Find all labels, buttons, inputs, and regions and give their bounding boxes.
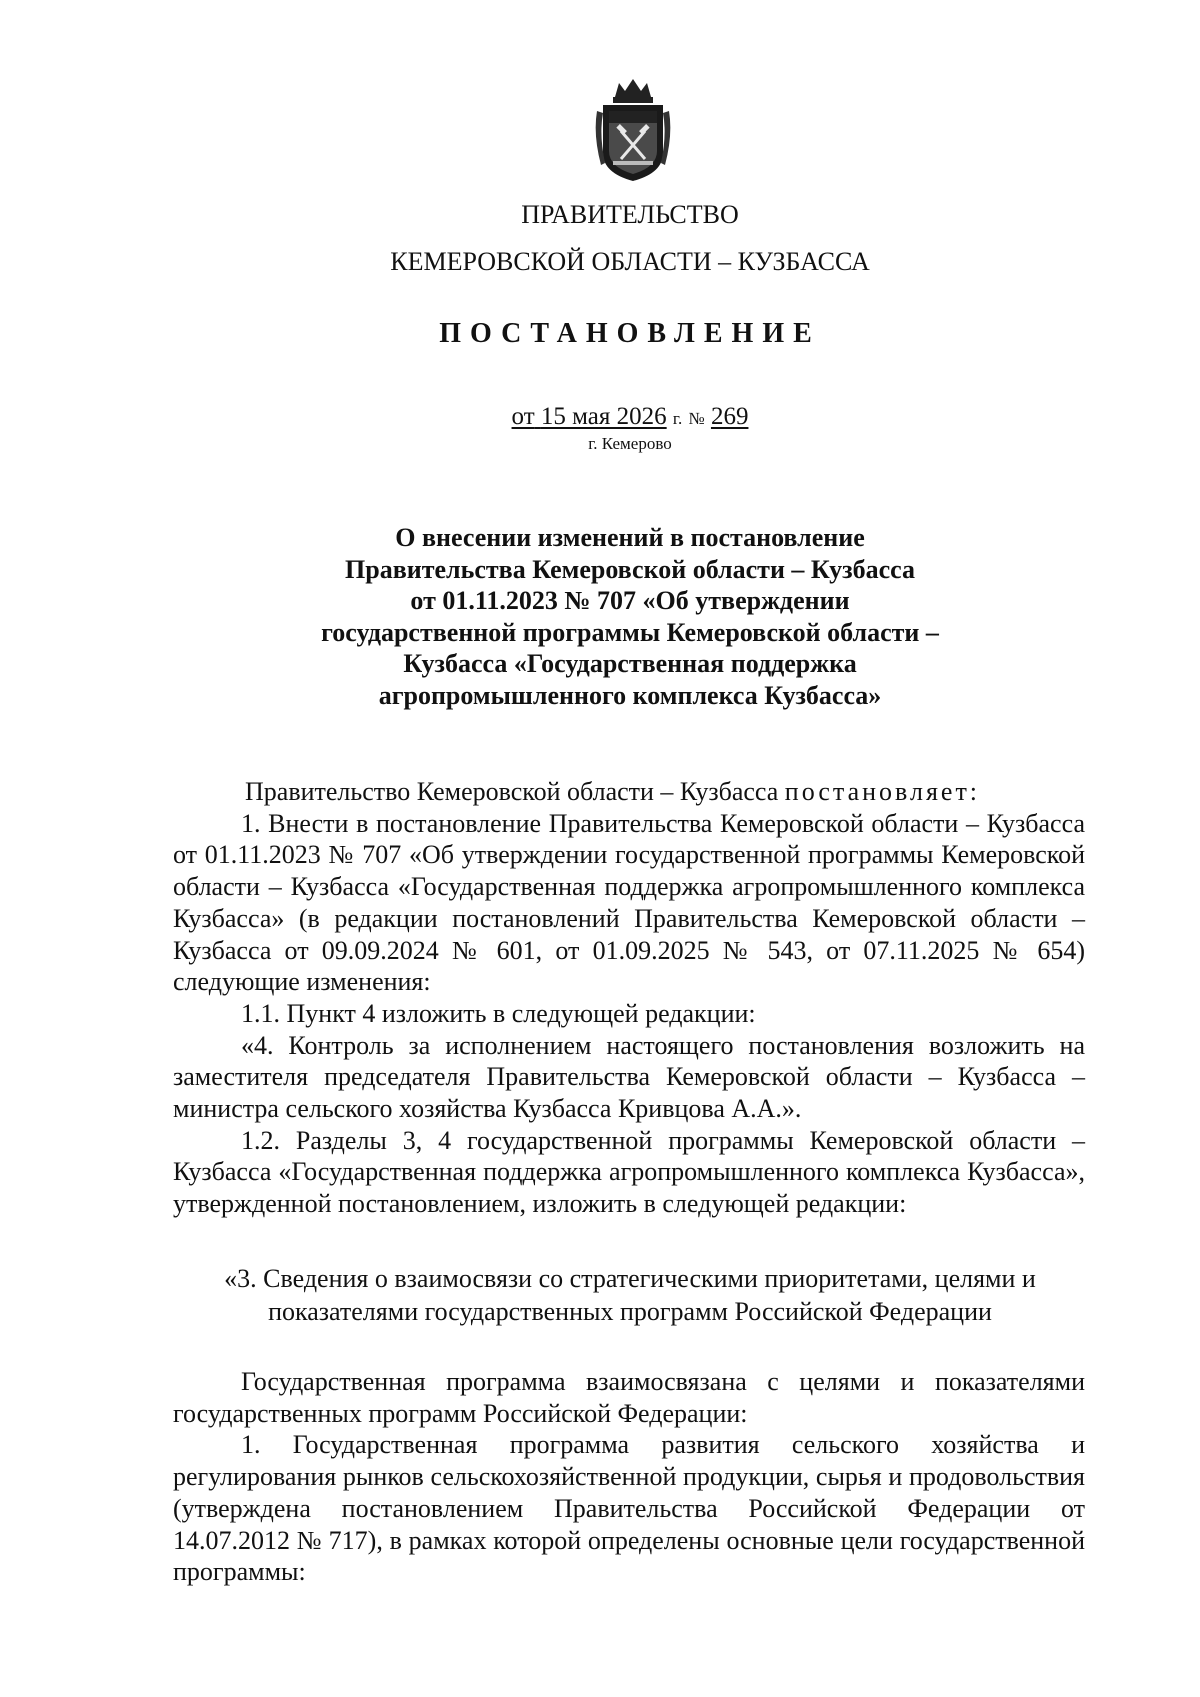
- paragraph-1-2: 1.2. Разделы 3, 4 государственной программы Кемеровской области – Кузбасса «Государственная поддержка агропромышленного комплекса Кузбасса», утвержденной постановлением, изложить в следующей редакции:: [173, 1125, 1085, 1219]
- date-prefix: от: [511, 403, 535, 430]
- year-suffix: г.: [672, 409, 683, 428]
- section-title-line: «3. Сведения о взаимосвязи со стратегическими приоритетами, целями и: [224, 1264, 1036, 1293]
- heading-line: от 01.11.2023 № 707 «Об утверждении: [410, 586, 850, 615]
- number-sign: №: [688, 409, 705, 428]
- paragraph-program-link: Государственная программа взаимосвязана с целями и показателями государственных программ Российской Федерации:: [173, 1367, 1085, 1428]
- document-number: 269: [710, 403, 749, 430]
- heading-line: государственной программы Кемеровской области –: [321, 617, 939, 647]
- document-date-number: [0, 403, 1200, 431]
- document-heading: [250, 522, 1010, 711]
- heading-line: агропромышленного комплекса Кузбасса»: [378, 680, 882, 710]
- section-title-line: показателями государственных программ Российской Федерации: [268, 1297, 992, 1326]
- document-city: г. Кемерово: [588, 434, 672, 453]
- paragraph-state-program-1: 1. Государственная программа развития сельского хозяйства и регулирования рынков сельскохозяйственной продукции, сырья и продовольствия (утверждена постановлением Правительства Российской Федерации от 14.07.2012 № 717), в рамках которой определены основные цели государственной программы:: [173, 1430, 1085, 1587]
- document-date: 15 мая 2026: [540, 403, 667, 430]
- paragraph-1-1: 1.1. Пункт 4 изложить в следующей редакции:: [241, 998, 756, 1028]
- heading-line: Правительства Кемеровской области – Кузбасса: [345, 554, 915, 584]
- document-body-part2: [173, 1366, 1085, 1588]
- intro-verb: постановляет:: [784, 777, 981, 806]
- organization-name-line1: ПРАВИТЕЛЬСТВО: [521, 200, 739, 229]
- intro-text: Правительство Кемеровской области – Кузбасса: [245, 777, 779, 806]
- heading-line: Кузбасса «Государственная поддержка: [403, 649, 857, 678]
- document-body-part1: [173, 776, 1085, 1220]
- paragraph-1-1-text: «4. Контроль за исполнением настоящего постановления возложить на заместителя председателя Правительства Кемеровской области – Кузбасса – министра сельского хозяйства Кузбасса Кривцова А.А.».: [173, 1030, 1085, 1124]
- document-type-title: ПОСТАНОВЛЕНИЕ: [439, 318, 821, 349]
- section-3-title: [150, 1262, 1110, 1328]
- kuzbass-coat-of-arms-icon: [593, 75, 673, 185]
- paragraph-1: 1. Внести в постановление Правительства Кемеровской области – Кузбасса от 01.11.2023 № 707 «Об утверждении государственной программы Кемеровской области – Кузбасса «Государственная поддержка агропромышленного комплекса Кузбасса» (в редакции постановлений Правительства Кемеровской области – Кузбасса от 09.09.2024 № 601, от 01.09.2025 № 543, от 07.11.2025 № 654) следующие изменения:: [173, 808, 1085, 997]
- intro-paragraph: [173, 776, 1085, 808]
- organization-name-line2: КЕМЕРОВСКОЙ ОБЛАСТИ – КУЗБАССА: [390, 247, 870, 276]
- heading-line: О внесении изменений в постановление: [395, 523, 865, 552]
